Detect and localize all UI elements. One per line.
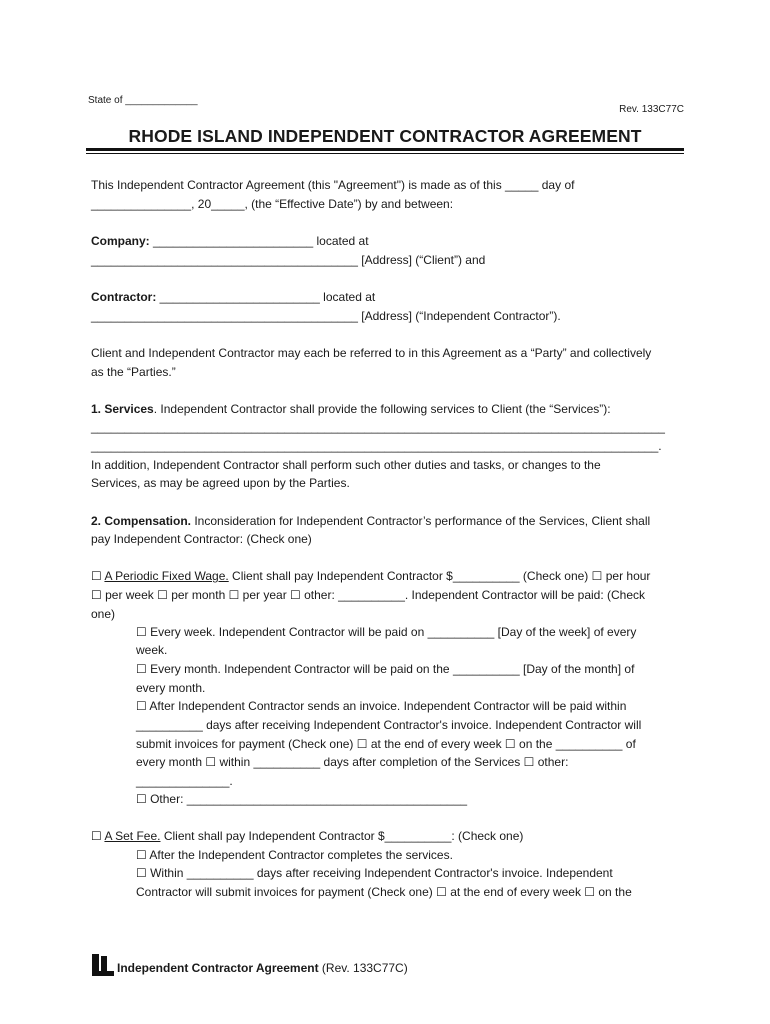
company-label: Company: [91,234,150,248]
set-fee-option-within-days[interactable]: ☐ Within __________ days after receiving Independent Contractor's invoice. Independent [136,866,613,880]
option-every-week-cont: week. [136,643,168,657]
state-line: State of _____________ [88,95,198,106]
set-fee-line-1: ☐ A Set Fee. Client shall pay Independent Contractor $__________: (Check one) [91,829,524,843]
parties-line-1: Client and Independent Contractor may each be referred to in this Agreement as a “Party” and collectively [91,346,652,360]
periodic-wage-line-1: ☐ A Periodic Fixed Wage. Client shall pay Independent Contractor $__________ (Check one) ☐ per hour [91,569,651,583]
set-fee-checkbox[interactable]: ☐ [91,829,105,843]
contractor-name-blank: ________________________ located at [156,290,376,304]
services-blank-line-1: ______________________________________________________________________________________ [91,420,665,434]
services-line-4: Services, as may be agreed upon by the Parties. [91,476,350,490]
option-other[interactable]: ☐ Other: __________________________________________ [136,792,468,806]
services-line-3: In addition, Independent Contractor shall perform such other duties and tasks, or changes to the [91,458,601,472]
title-rule-thick [86,148,684,151]
document-title: RHODE ISLAND INDEPENDENT CONTRACTOR AGREEMENT [128,126,642,146]
footer-text [117,961,408,975]
compensation-heading: 2. Compensation. [91,514,192,528]
option-after-invoice-line-5: ______________. [136,774,233,788]
periodic-wage-label: A Periodic Fixed Wage. [104,569,229,583]
option-after-invoice-line-4: every month ☐ within __________ days after completion of the Services ☐ other: [136,755,569,769]
option-every-month-cont: every month. [136,681,206,695]
option-after-invoice[interactable]: ☐ After Independent Contractor sends an invoice. Independent Contractor will be paid within [136,699,627,713]
option-every-month[interactable]: ☐ Every month. Independent Contractor will be paid on the __________ [Day of the month] of [136,662,635,676]
services-line-1: 1. Services. Independent Contractor shall provide the following services to Client (the “Services”): [91,402,611,416]
company-address-line: ________________________________________ [Address] (“Client”) and [91,253,486,267]
option-after-invoice-line-2: __________ days after receiving Independent Contractor's invoice. Independent Contractor will [136,718,642,732]
revision-code: Rev. 133C77C [619,104,684,115]
periodic-wage-checkbox[interactable]: ☐ [91,569,105,583]
intro-line-2: _______________, 20_____, (the “Effective Date”) by and between: [91,197,454,211]
parties-line-2: as the “Parties.” [91,365,176,379]
contractor-address-line: ________________________________________ [Address] (“Independent Contractor”). [91,309,561,323]
compensation-line-1: 2. Compensation. Inconsideration for Independent Contractor’s performance of the Services, Client shall [91,514,651,528]
option-after-invoice-line-3: submit invoices for payment (Check one) ☐ at the end of every week ☐ on the __________ of [136,737,636,751]
contractor-label: Contractor: [91,290,157,304]
option-every-week[interactable]: ☐ Every week. Independent Contractor will be paid on __________ [Day of the week] of every [136,625,637,639]
set-fee-label: A Set Fee. [104,829,161,843]
legal-templates-logo-icon [92,954,114,976]
company-name-blank: ________________________ located at [149,234,369,248]
footer-title: Independent Contractor Agreement [117,961,319,975]
footer-rev: (Rev. 133C77C) [318,961,408,975]
periodic-wage-line-2: ☐ per week ☐ per month ☐ per year ☐ other: __________. Independent Contractor will be paid: (Check [91,588,646,602]
periodic-wage-line-3: one) [91,607,116,621]
services-blank-line-2: _____________________________________________________________________________________. [91,439,662,453]
company-line-1 [91,234,369,249]
title-rule-thin [86,153,684,154]
contractor-line-1 [91,290,375,305]
set-fee-option-within-days-cont: Contractor will submit invoices for payment (Check one) ☐ at the end of every week ☐ on the [136,885,632,899]
compensation-line-2: pay Independent Contractor: (Check one) [91,532,312,546]
footer [92,954,408,976]
set-fee-option-after-completion[interactable]: ☐ After the Independent Contractor completes the services. [136,848,453,862]
services-heading: 1. Services [91,402,154,416]
intro-line-1: This Independent Contractor Agreement (this "Agreement") is made as of this _____ day of [91,178,575,192]
